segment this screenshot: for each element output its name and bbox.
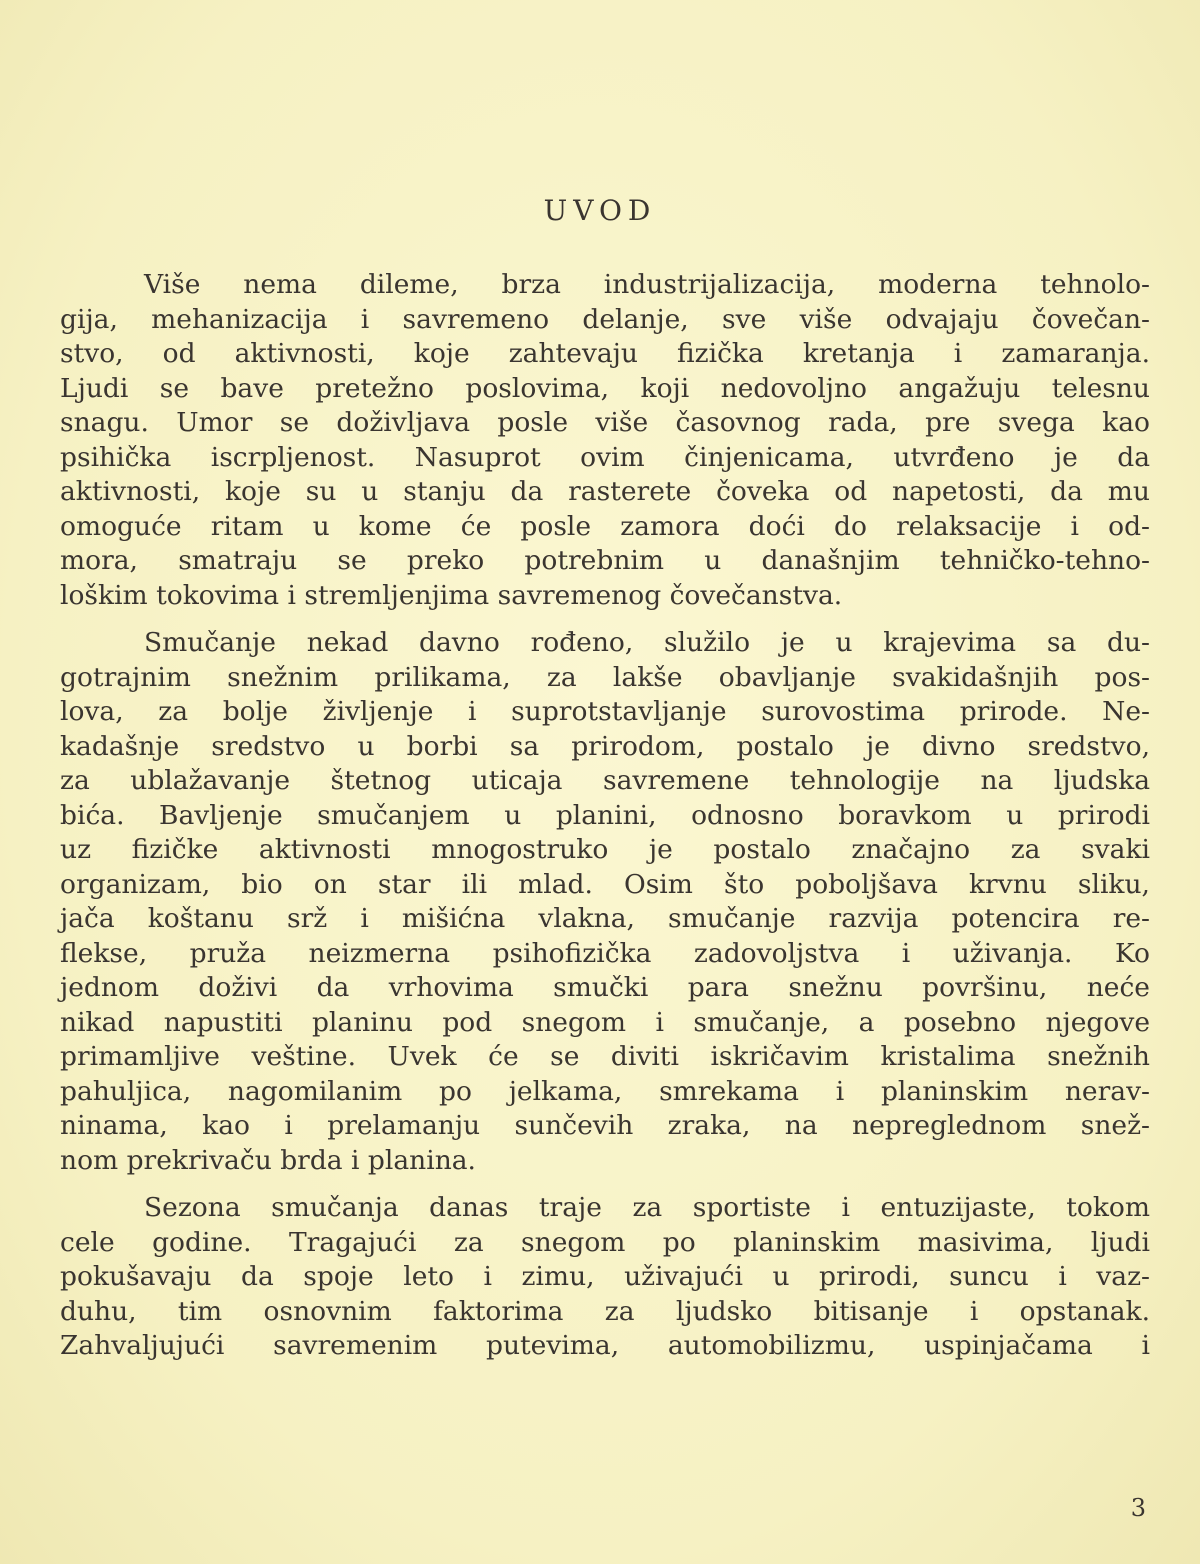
text-line: aktivnosti, koje su u stanju da rasterete čoveka od napetosti, da mu bbox=[60, 476, 1150, 507]
text-line: Više nema dileme, brza industrijalizacija, moderna tehnolo- bbox=[144, 269, 1150, 300]
text-line: jednom doživi da vrhovima smučki para snežnu površinu, neće bbox=[60, 972, 1150, 1003]
text-line: primamljive veštine. Uvek će se diviti iskričavim kristalima snežnih bbox=[60, 1041, 1150, 1072]
text-line: lova, za bolje življenje i suprotstavljanje surovostima prirode. Ne- bbox=[60, 696, 1150, 727]
paragraph-1 bbox=[60, 268, 1150, 613]
text-line: psihička iscrpljenost. Nasuprot ovim činjenicama, utvrđeno je da bbox=[60, 441, 1150, 473]
text-line: organizam, bio on star ili mlad. Osim što poboljšava krvnu sliku, bbox=[60, 868, 1150, 900]
text-line: Zahvaljujući savremenim putevima, automobilizmu, uspinjačama i bbox=[60, 1330, 1150, 1361]
text-line: nom prekrivaču brda i planina. bbox=[60, 1144, 476, 1176]
text-line: pahuljica, nagomilanim po jelkama, smrekama i planinskim nerav- bbox=[60, 1075, 1150, 1107]
text-line: Sezona smučanja danas traje za sportiste i entuzijaste, tokom bbox=[144, 1192, 1150, 1223]
body-text bbox=[60, 268, 1150, 1364]
text-line: ninama, kao i prelamanju sunčevih zraka, na nepreglednom snež- bbox=[60, 1110, 1150, 1141]
text-line: mora, smatraju se preko potrebnim u današnjim tehničko-tehno- bbox=[60, 545, 1150, 576]
text-line: snagu. Umor se doživljava posle više časovnog rada, pre svega kao bbox=[60, 407, 1150, 438]
text-line: Smučanje nekad davno rođeno, služilo je u krajevima sa du- bbox=[144, 627, 1150, 658]
text-line: loškim tokovima i stremljenjima savremenog čovečanstva. bbox=[60, 579, 843, 611]
page-number: 3 bbox=[1130, 1494, 1146, 1522]
paragraph-3 bbox=[60, 1191, 1150, 1364]
text-line: pokušavaju da spoje leto i zimu, uživajući u prirodi, suncu i vaz- bbox=[60, 1261, 1150, 1292]
text-line: gotrajnim snežnim prilikama, za lakše obavljanje svakidašnjih pos- bbox=[60, 661, 1150, 693]
text-line: kadašnje sredstvo u borbi sa prirodom, postalo je divno sredstvo, bbox=[60, 730, 1150, 762]
paragraph-2 bbox=[60, 626, 1150, 1178]
text-line: omoguće ritam u kome će posle zamora doći do relaksacije i od- bbox=[60, 510, 1150, 542]
text-line: jača koštanu srž i mišićna vlakna, smučanje razvija potencira re- bbox=[60, 903, 1150, 934]
text-line: gija, mehanizacija i savremeno delanje, sve više odvajaju čovečan- bbox=[60, 303, 1150, 335]
text-line: nikad napustiti planinu pod snegom i smučanje, a posebno njegove bbox=[60, 1006, 1150, 1038]
text-line: duhu, tim osnovnim faktorima za ljudsko bitisanje i opstanak. bbox=[60, 1295, 1150, 1327]
text-line: bića. Bavljenje smučanjem u planini, odnosno boravkom u prirodi bbox=[60, 799, 1150, 831]
text-line: cele godine. Tragajući za snegom po planinskim masivima, ljudi bbox=[60, 1226, 1150, 1258]
text-line: za ublažavanje štetnog uticaja savremene tehnologije na ljudska bbox=[60, 765, 1150, 796]
text-line: stvo, od aktivnosti, koje zahtevaju fizička kretanja i zamaranja. bbox=[60, 338, 1150, 369]
text-line: flekse, pruža neizmerna psihofizička zadovoljstva i uživanja. Ko bbox=[60, 937, 1150, 969]
text-line: Ljudi se bave pretežno poslovima, koji nedovoljno angažuju telesnu bbox=[60, 372, 1150, 404]
chapter-title: UVOD bbox=[543, 194, 657, 227]
text-line: uz fizičke aktivnosti mnogostruko je postalo značajno za svaki bbox=[60, 834, 1150, 865]
